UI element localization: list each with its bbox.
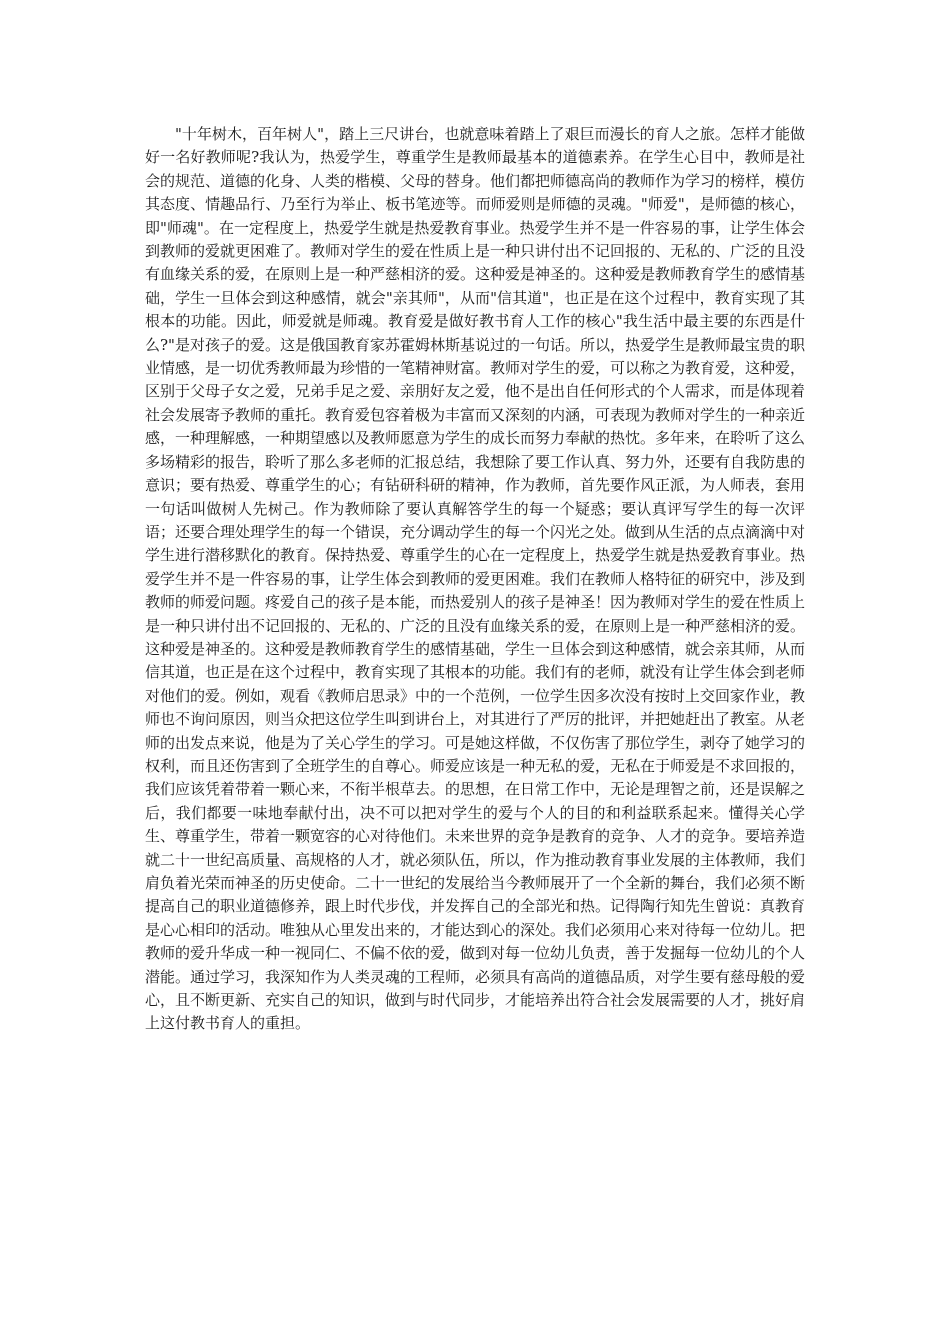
document-page xyxy=(145,123,805,1036)
body-paragraph: "十年树木，百年树人"，踏上三尺讲台，也就意味着踏上了艰巨而漫长的育人之旅。怎样才能做好一名好教师呢?我认为，热爱学生，尊重学生是教师最基本的道德素养。在学生心目中，教师是社会的规范、道德的化身、人类的楷模、父母的替身。他们都把师德高尚的教师作为学习的榜样，模仿其态度、情趣品行、乃至行为举止、板书笔迹等。而师爱则是师德的灵魂。"师爱"，是师德的核心，即"师魂"。在一定程度上，热爱学生就是热爱教育事业。热爱学生并不是一件容易的事，让学生体会到教师的爱就更困难了。教师对学生的爱在性质上是一种只讲付出不记回报的、无私的、广泛的且没有血缘关系的爱，在原则上是一种严慈相济的爱。这种爱是神圣的。这种爱是教师教育学生的感情基础，学生一旦体会到这种感情，就会"亲其师"，从而"信其道"，也正是在这个过程中，教育实现了其根本的功能。因此，师爱就是师魂。教育爱是做好教书育人工作的核心"我生活中最主要的东西是什么?"是对孩子的爱。这是俄国教育家苏霍姆林斯基说过的一句话。所以，热爱学生是教师最宝贵的职业情感，是一切优秀教师最为珍惜的一笔精神财富。教师对学生的爱，可以称之为教育爱，这种爱，区别于父母子女之爱，兄弟手足之爱、亲朋好友之爱，他不是出自任何形式的个人需求，而是体现着社会发展寄予教师的重托。教育爱包容着极为丰富而又深刻的内涵，可表现为教师对学生的一种亲近感，一种理解感，一种期望感以及教师愿意为学生的成长而努力奉献的热忱。多年来，在聆听了这么多场精彩的报告，聆听了那么多老师的汇报总结，我想除了要工作认真、努力外，还要有自我防患的意识；要有热爱、尊重学生的心；有钻研科研的精神，作为教师，首先要作风正派，为人师表，套用一句话叫做树人先树己。作为教师除了要认真解答学生的每一个疑惑；要认真评写学生的每一次评语；还要合理处理学生的每一个错误，充分调动学生的每一个闪光之处。做到从生活的点点滴滴中对学生进行潜移默化的教育。保持热爱、尊重学生的心在一定程度上，热爱学生就是热爱教育事业。热爱学生并不是一件容易的事，让学生体会到教师的爱更困难。我们在教师人格特征的研究中，涉及到教师的师爱问题。疼爱自己的孩子是本能，而热爱别人的孩子是神圣！因为教师对学生的爱在性质上是一种只讲付出不记回报的、无私的、广泛的且没有血缘关系的爱，在原则上是一种严慈相济的爱。这种爱是神圣的。这种爱是教师教育学生的感情基础，学生一旦体会到这种感情，就会亲其师，从而信其道，也正是在这个过程中，教育实现了其根本的功能。我们有的老师，就没有让学生体会到老师对他们的爱。例如，观看《教师启思录》中的一个范例，一位学生因多次没有按时上交回家作业，教师也不询问原因，则当众把这位学生叫到讲台上，对其进行了严厉的批评，并把她赶出了教室。从老师的出发点来说，他是为了关心学生的学习。可是她这样做，不仅伤害了那位学生，剥夺了她学习的权利，而且还伤害到了全班学生的自尊心。师爱应该是一种无私的爱，无私在于师爱是不求回报的，我们应该凭着带着一颗心来，不衔半根草去。的思想，在日常工作中，无论是理智之前，还是误解之后，我们都要一味地奉献付出，决不可以把对学生的爱与个人的目的和利益联系起来。懂得关心学生、尊重学生，带着一颗宽容的心对待他们。未来世界的竞争是教育的竞争、人才的竞争。要培养造就二十一世纪高质量、高规格的人才，就必须队伍，所以，作为推动教育事业发展的主体教师，我们肩负着光荣而神圣的历史使命。二十一世纪的发展给当今教师展开了一个全新的舞台，我们必须不断提高自己的职业道德修养，跟上时代步伐，并发挥自己的全部光和热。记得陶行知先生曾说：真教育是心心相印的活动。唯独从心里发出来的，才能达到心的深处。我们必须用心来对待每一位幼儿。把教师的爱升华成一种一视同仁、不偏不依的爱，做到对每一位幼儿负责，善于发掘每一位幼儿的个人潜能。通过学习，我深知作为人类灵魂的工程师，必须具有高尚的道德品质，对学生要有慈母般的爱心，且不断更新、充实自己的知识，做到与时代同步，才能培养出符合社会发展需要的人才，挑好肩上这付教书育人的重担。 xyxy=(145,125,806,1033)
